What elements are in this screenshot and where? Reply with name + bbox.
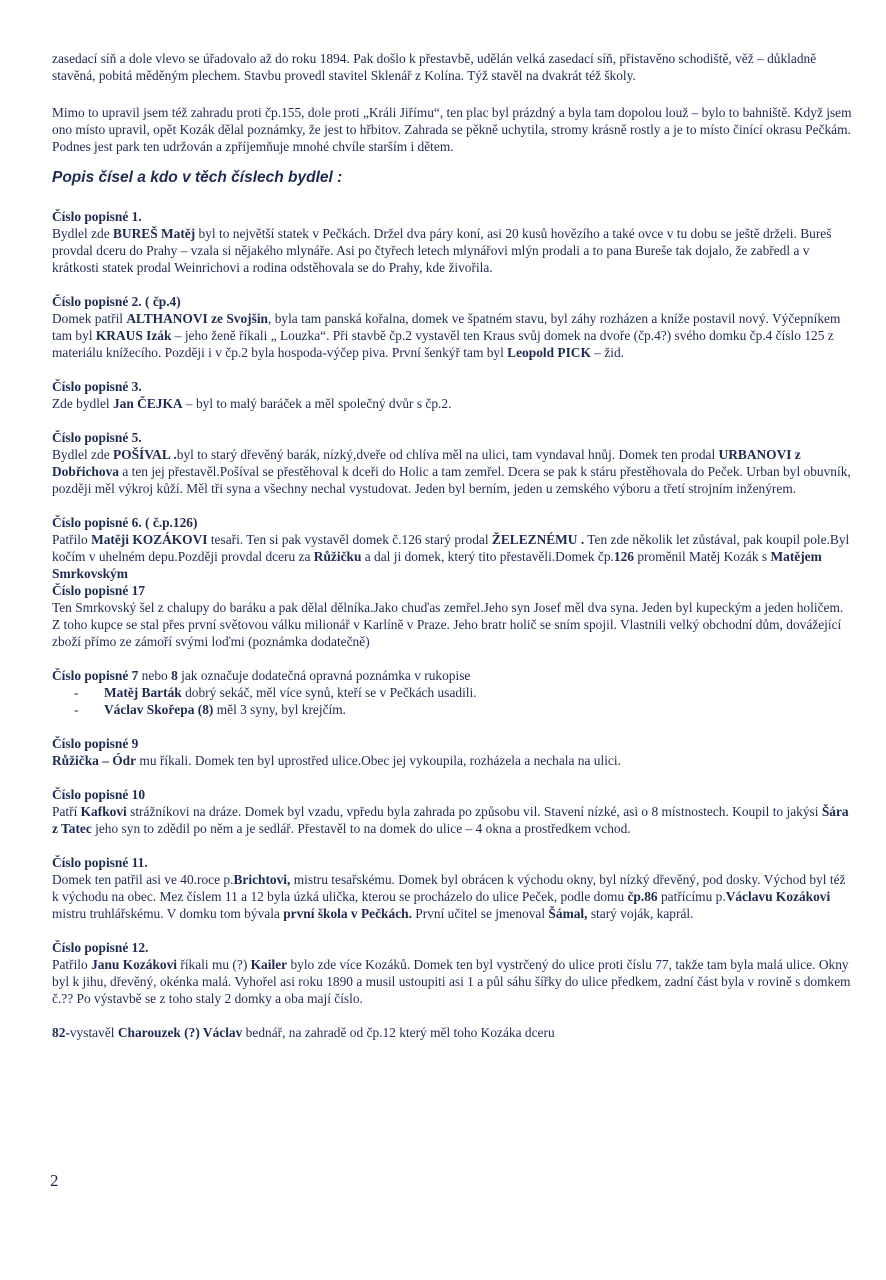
entry-cp7 [52, 667, 852, 718]
list-item: - Matěj Barták dobrý sekáč, měl více synů, kteří se v Pečkách usadili. [52, 684, 852, 701]
entry-text: Patří Kafkovi strážníkovi na dráze. Domek byl vzadu, vpředu byla zahrada po způsobu vil. Stavení nízké, asi o 8 místnostech. Koupil to jakýsi Šára z Tatec jeho syn to zdědil po něm a je sedlář. Přestavěl to na domek do ulice – 4 okna a prostředkem vchod. [52, 804, 849, 836]
entry-cp17 [52, 582, 852, 650]
entry-title: Číslo popisné 6. ( č.p.126) [52, 515, 198, 530]
entry-cp82 [52, 1024, 852, 1041]
intro-paragraph-2: Mimo to upravil jsem též zahradu proti čp.155, dole proti „Králi Jiřímu“, ten plac byl prázdný a byla tam dopolou louž – bylo to bahniště. Když jsem ono místo upravil, opět Kozák dělal poznámky, že jest to hřbitov. Zahrada se pěkně uchytila, stromy krásně rostly a je to místo činící okrasu Pečkám. Podnes jest park ten udržován a zpříjemňuje mnohé chvíle starším i dětem. [52, 105, 852, 154]
entry-title: Číslo popisné 9 [52, 736, 139, 751]
entry-cp1 [52, 208, 852, 276]
document-page [52, 50, 852, 1041]
entry-cp3 [52, 378, 852, 412]
entry-cp9 [52, 735, 852, 769]
entry-title: Číslo popisné 12. [52, 940, 149, 955]
page-number: 2 [50, 1171, 59, 1190]
entry-text: Domek ten patřil asi ve 40.roce p.Brichtovi, mistru tesařskému. Domek byl obrácen k východu okny, byl nízký dřevěný, pod dosky. Východ byl též k východu na obec. Mez číslem 11 a 12 byla úzká ulička, kterou se procházelo do ulice Peček, podle domu čp.86 patřícímu p.Václavu Kozákovi mistru truhlářskému. V domku tom bývala první škola v Pečkách. První učitel se jmenoval Šámal, starý voják, kaprál. [52, 872, 846, 921]
entry-text: Růžička – Ódr mu říkali. Domek ten byl uprostřed ulice.Obec jej vykoupila, rozházela a nechala na ulici. [52, 753, 621, 768]
intro-paragraph-1: zasedací síň a dole vlevo se úřadovalo až do roku 1894. Pak došlo k přestavbě, udělán velká zasedací síň, přistavěno schodiště, věž – důkladně stavěná, pobitá měděným plechem. Stavbu provedl stavitel Sklenář z Kolína. Týž stavěl na dvakrát též školy. [52, 51, 817, 83]
entry-text: Patřilo Matěji KOZÁKOVI tesaři. Ten si pak vystavěl domek č.126 starý prodal ŽELEZNÉMU . Ten zde několik let zůstával, pak koupil pole.Byl kočím v uhelném depu.Později provdal dceru za Růžičku a dal ji domek, který tito přestavěli.Domek čp.126 proměnil Matěj Kozák s Matějem Smrkovským [52, 532, 850, 581]
entry-title: Číslo popisné 1. [52, 209, 142, 224]
entry-cp11 [52, 854, 852, 922]
entry-text: 82-vystavěl Charouzek (?) Václav bednář, na zahradě od čp.12 který měl toho Kozáka dceru [52, 1025, 555, 1040]
entry-text: Bydlel zde POŠÍVAL .byl to starý dřevěný barák, nízký,dveře od chlíva měl na ulici, tam vyndaval hnůj. Domek ten prodal URBANOVI z Dobřichova a ten jej přestavěl.Pošíval se přestěhoval k dceři do Holic a tam zemřel. Dcera se pak k stáru přestěhovala do Peček. Urban byl obuvník, později měl výkroj kůží. Měl tři syna a všechny nechal vystudovat. Jeden byl berním, jeden u zemského výboru a třetí strojním inženýrem. [52, 447, 851, 496]
entry-cp6 [52, 514, 852, 582]
entry-cp10 [52, 786, 852, 837]
resident-list [52, 684, 852, 718]
entry-title: Číslo popisné 11. [52, 855, 148, 870]
entry-cp2 [52, 293, 852, 361]
entry-title: Číslo popisné 10 [52, 787, 146, 802]
section-heading: Popis čísel a kdo v těch číslech bydlel : [52, 169, 343, 186]
list-item: - Václav Skořepa (8) měl 3 syny, byl krejčím. [52, 701, 852, 718]
entry-title: Číslo popisné 3. [52, 379, 142, 394]
entry-cp5 [52, 429, 852, 497]
entry-title: Číslo popisné 5. [52, 430, 142, 445]
entry-text: Patřilo Janu Kozákovi říkali mu (?) Kailer bylo zde více Kozáků. Domek ten byl vystrčený do ulice proti číslu 77, takže tam byla malá ulice. Okny byl k jihu, dřevěný, okénka malá. Vyhořel asi roku 1890 a musil ustoupiti asi 1 a půl sáhu šířky do ulice předkem, zadní část byla v rovině s domkem č.?? Po výstavbě se z toho staly 2 domky a oba mají číslo. [52, 957, 851, 1006]
entry-text: Bydlel zde BUREŠ Matěj byl to největší statek v Pečkách. Držel dva páry koní, asi 20 kusů hovězího a také ovce v tu dobu se ještě drželi. Bureš provdal dceru do Prahy – vzala si nějakého mlynáře. Asi po čtyřech letech mlynářovi mlýn prodali a to pana Bureše tak dojalo, že zabředl a v krátkosti statek prodal Weinrichovi a rodina odstěhovala se do Prahy, kde živořila. [52, 226, 832, 275]
entry-text: Zde bydlel Jan ČEJKA – byl to malý baráček a měl společný dvůr s čp.2. [52, 396, 452, 411]
entry-title: Číslo popisné 7 nebo 8 jak označuje dodatečná opravná poznámka v rukopise [52, 668, 471, 683]
entry-cp12 [52, 939, 852, 1007]
entry-title: Číslo popisné 2. ( čp.4) [52, 294, 181, 309]
entry-title: Číslo popisné 17 [52, 583, 146, 598]
entry-text: Domek patřil ALTHANOVI ze Svojšin, byla tam panská kořalna, domek ve špatném stavu, byl záhy rozházen a kníže postavil nový. Výčepníkem tam byl KRAUS Izák – jeho ženě říkali „ Louzka“. Při stavbě čp.2 vystavěl ten Kraus svůj domek na dvoře (čp.4?) svého domku čp.4 číslo 125 z materiálu knížecího. Později i v čp.2 byla hospoda-výčep piva. První šenkýř tam byl Leopold PICK – žid. [52, 311, 841, 360]
entry-text: Ten Smrkovský šel z chalupy do baráku a pak dělal dělníka.Jako chuďas zemřel.Jeho syn Josef měl dva syna. Jeden byl kupeckým a jeden holičem. Z toho kupce se stal přes první světovou válku milionář v Karlíně v Praze. Jeho bratr holič se sním spojil. Vlastnili velký obchodní dům, dovážející zboží přímo ze zámoří svými loďmi (poznámka dodatečně) [52, 600, 844, 649]
